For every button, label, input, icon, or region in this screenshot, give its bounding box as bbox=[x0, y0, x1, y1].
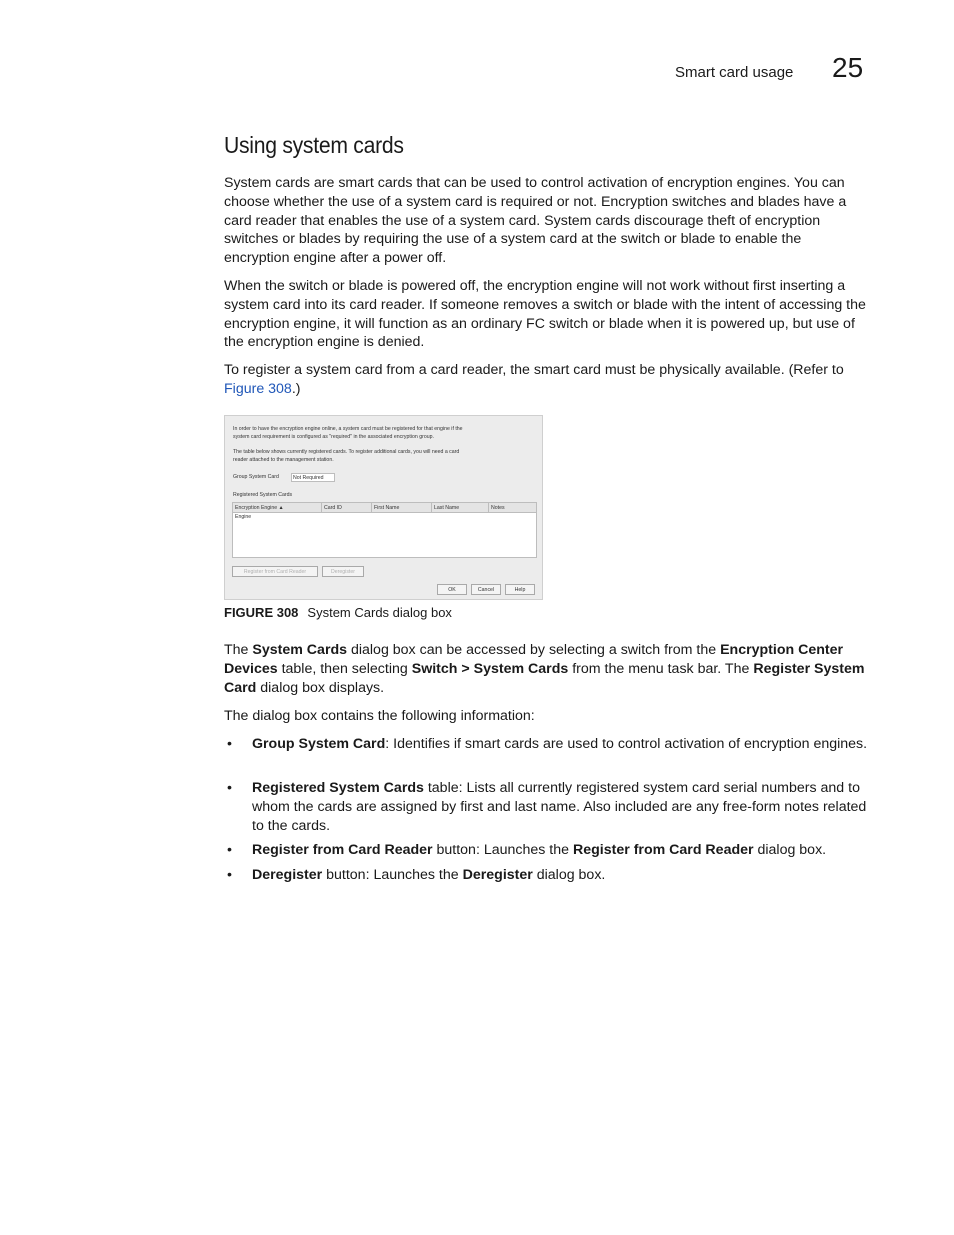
cancel-button[interactable]: Cancel bbox=[471, 584, 501, 595]
list-item bbox=[224, 735, 870, 754]
list-item-term-2: Register from Card Reader bbox=[572, 842, 754, 858]
list-item bbox=[224, 779, 870, 835]
bullet-icon: • bbox=[227, 842, 232, 858]
column-header-first-name[interactable]: First Name bbox=[372, 503, 432, 513]
paragraph-register-end: .) bbox=[291, 380, 301, 397]
list-item-term: Register from Card Reader bbox=[252, 842, 433, 858]
table-row[interactable]: Engine bbox=[235, 514, 252, 520]
ok-button[interactable]: OK bbox=[437, 584, 467, 595]
help-button[interactable]: Help bbox=[505, 584, 535, 595]
column-header-encryption-engine[interactable]: Encryption Engine ▲ bbox=[233, 503, 322, 513]
access-text-3: table, then selecting bbox=[277, 660, 412, 677]
deregister-button[interactable]: Deregister bbox=[322, 566, 364, 577]
ui-term-system-cards: System Cards bbox=[252, 642, 348, 658]
ui-term-encryption-center-devices: Encryption Center Devices bbox=[224, 642, 844, 677]
list-item bbox=[224, 841, 870, 860]
paragraph-access bbox=[224, 641, 870, 697]
figure-title: System Cards dialog box bbox=[307, 605, 452, 620]
access-text-1: The bbox=[224, 642, 253, 658]
bullet-icon: • bbox=[227, 736, 232, 752]
list-item-text: button: Launches the bbox=[432, 842, 573, 858]
figure-caption bbox=[224, 605, 452, 620]
registered-cards-label: Registered System Cards bbox=[233, 492, 293, 498]
dialog-intro-line-3: The table below shows currently registered cards. To register additional cards, you will need a card bbox=[233, 449, 460, 455]
list-item-text: : Identifies if smart cards are used to control activation of encryption engines. bbox=[385, 736, 868, 752]
figure-screenshot bbox=[224, 415, 543, 600]
bullet-icon: • bbox=[227, 780, 232, 796]
ui-term-register-system-card: Register System Card bbox=[224, 660, 865, 696]
running-header-section: Smart card usage bbox=[675, 64, 794, 81]
access-text-5: dialog box displays. bbox=[256, 679, 385, 696]
access-text-4: from the menu task bar. The bbox=[568, 660, 754, 677]
list-item-term: Group System Card bbox=[252, 736, 386, 752]
dialog-intro-line-2: system card requirement is configured as "required" in the associated encryption group. bbox=[233, 434, 434, 440]
dialog-intro-line-4: reader attached to the management station. bbox=[233, 457, 334, 463]
paragraph-contents: The dialog box contains the following information: bbox=[224, 708, 535, 724]
list-item-text: table: Lists all currently registered system card serial numbers and to whom the cards are assigned by first and last name. Also included are any free-form notes related to the cards. bbox=[252, 780, 867, 834]
registered-cards-table bbox=[232, 502, 537, 558]
column-header-card-id[interactable]: Card ID bbox=[322, 503, 372, 513]
section-heading: Using system cards bbox=[224, 132, 404, 158]
paragraph-register bbox=[224, 361, 870, 399]
chapter-number: 25 bbox=[832, 52, 864, 83]
group-system-card-select[interactable]: Not Required bbox=[291, 473, 335, 482]
list-item-text-2: dialog box. bbox=[753, 842, 827, 858]
figure-label: FIGURE 308 bbox=[224, 605, 299, 620]
dialog-intro-line-1: In order to have the encryption engine online, a system card must be registered for that engine if the bbox=[233, 426, 463, 432]
list-item-term: Registered System Cards bbox=[252, 780, 424, 796]
paragraph-power-off: When the switch or blade is powered off, the encryption engine will not work without first inserting a system card into its card reader. If someone removes a switch or blade with the intent of accessing the encryption engine, it will function as an ordinary FC switch or blade when it is powered up, but use of the encryption engine is denied. bbox=[224, 278, 866, 351]
group-system-card-label: Group System Card bbox=[233, 474, 279, 480]
list-item-text: button: Launches the bbox=[322, 867, 463, 883]
list-item-text-2: dialog box. bbox=[532, 867, 606, 883]
access-text-2: dialog box can be accessed by selecting a switch from the bbox=[347, 642, 721, 658]
ui-term-switch-system-cards: Switch > System Cards bbox=[411, 660, 569, 677]
list-item-term-2: Deregister bbox=[462, 867, 533, 883]
column-header-last-name[interactable]: Last Name bbox=[432, 503, 489, 513]
figure-reference-link[interactable]: Figure 308 bbox=[224, 380, 292, 397]
paragraph-intro: System cards are smart cards that can be used to control activation of encryption engines. You can choose whether the use of a system card is required or not. Encryption switches and blades have a card reader that enables the use of a system card. System cards discourage theft of encryption switches or blades by requiring the use of a system card at the switch or blade to enable the encryption engine after a power off. bbox=[224, 175, 847, 267]
register-from-card-reader-button[interactable]: Register from Card Reader bbox=[232, 566, 318, 577]
column-header-notes[interactable]: Notes bbox=[489, 503, 536, 513]
bullet-icon: • bbox=[227, 867, 232, 883]
list-item bbox=[224, 866, 870, 885]
list-item-term: Deregister bbox=[252, 867, 323, 883]
paragraph-register-text: To register a system card from a card reader, the smart card must be physically available. (Refer to bbox=[224, 362, 844, 378]
